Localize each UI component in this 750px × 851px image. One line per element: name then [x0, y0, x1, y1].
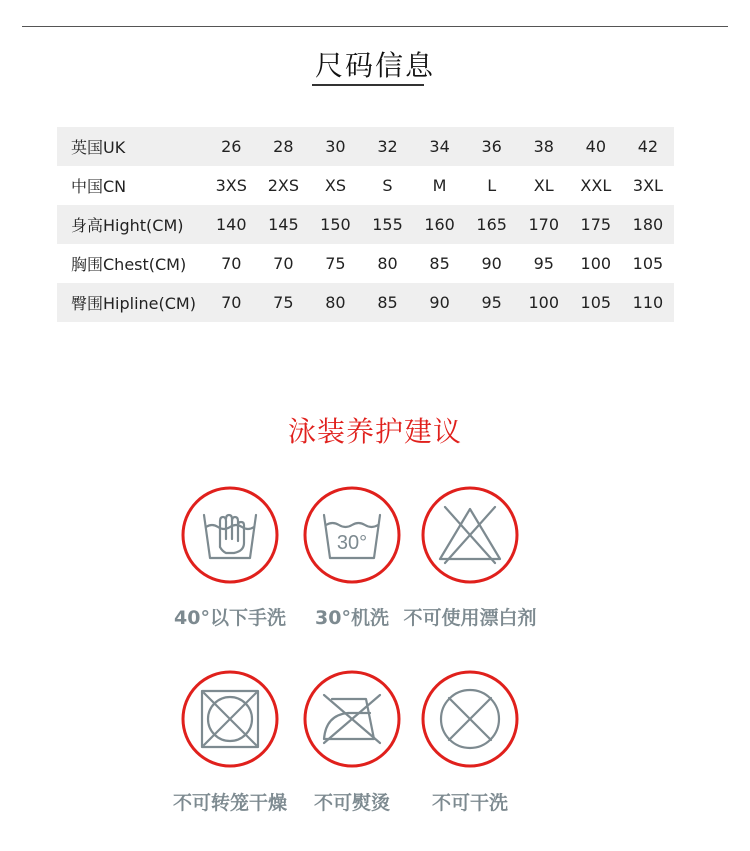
- size-cell: 32: [361, 127, 413, 166]
- size-cell: 100: [518, 283, 570, 322]
- no-tumble-dry-icon: [180, 669, 280, 769]
- size-cell: 28: [257, 127, 309, 166]
- size-row: [57, 166, 674, 205]
- size-cell: 150: [309, 205, 361, 244]
- size-row: [57, 283, 674, 322]
- size-cell: 165: [466, 205, 518, 244]
- size-row-label: 身高Hight(CM): [57, 205, 205, 244]
- size-cell: 3XS: [215, 176, 247, 195]
- size-cell: 3XL: [632, 176, 663, 195]
- caption-no-dry-clean: 不可干洗: [431, 792, 508, 814]
- top-divider: [22, 26, 728, 27]
- size-cell: 140: [205, 205, 257, 244]
- hand-wash-icon: [180, 485, 280, 585]
- size-row: [57, 244, 674, 283]
- size-cell: 42: [622, 127, 674, 166]
- size-cell: 70: [273, 254, 294, 273]
- size-cell: 105: [570, 283, 622, 322]
- care-title: 泳装养护建议: [287, 415, 462, 448]
- size-cell: 170: [518, 205, 570, 244]
- size-cell: XS: [324, 176, 346, 195]
- size-row-label: 臀围Hipline(CM): [57, 283, 205, 322]
- size-cell: 40: [570, 127, 622, 166]
- size-cell: 145: [257, 205, 309, 244]
- size-row-label: 英国UK: [57, 127, 205, 166]
- size-title-underline: [312, 84, 424, 86]
- size-cell: 70: [221, 254, 242, 273]
- size-cell: 85: [361, 283, 413, 322]
- size-cell: 75: [325, 254, 346, 273]
- size-cell: 90: [481, 254, 502, 273]
- size-cell: 34: [414, 127, 466, 166]
- size-cell: 95: [466, 283, 518, 322]
- size-cell: 30: [309, 127, 361, 166]
- caption-hand-wash: 40°以下手洗: [174, 607, 286, 629]
- size-table: [57, 127, 674, 322]
- size-cell: 180: [622, 205, 674, 244]
- size-cell: XXL: [580, 176, 612, 195]
- caption-no-bleach: 不可使用漂白剂: [403, 607, 537, 629]
- size-cell: S: [382, 176, 393, 195]
- caption-machine-wash: 30°机洗: [315, 607, 389, 629]
- size-cell: M: [432, 176, 447, 195]
- size-cell: 110: [622, 283, 674, 322]
- size-cell: 80: [309, 283, 361, 322]
- size-cell: 38: [518, 127, 570, 166]
- size-cell: 100: [580, 254, 612, 273]
- no-dry-clean-icon: [420, 669, 520, 769]
- size-cell: 26: [205, 127, 257, 166]
- size-cell: 75: [257, 283, 309, 322]
- machine-wash-temp: 30°: [336, 532, 368, 554]
- size-cell: 36: [466, 127, 518, 166]
- size-cell: 175: [570, 205, 622, 244]
- size-row-label: 中国CN: [71, 177, 127, 196]
- size-cell: 2XS: [267, 176, 299, 195]
- size-cell: 95: [533, 254, 554, 273]
- size-cell: 80: [377, 254, 398, 273]
- caption-no-iron: 不可熨烫: [313, 792, 390, 814]
- caption-no-tumble-dry: 不可转笼干燥: [172, 792, 287, 814]
- size-cell: L: [487, 176, 497, 195]
- no-iron-icon: [302, 669, 402, 769]
- size-cell: 155: [361, 205, 413, 244]
- size-cell: 70: [205, 283, 257, 322]
- size-cell: 85: [429, 254, 450, 273]
- size-info-title: 尺码信息: [314, 49, 435, 82]
- size-row: [57, 127, 674, 166]
- size-row-label: 胸围Chest(CM): [71, 255, 187, 274]
- no-bleach-icon: [420, 485, 520, 585]
- size-cell: 105: [632, 254, 664, 273]
- size-row: [57, 205, 674, 244]
- size-cell: 90: [414, 283, 466, 322]
- size-cell: 160: [414, 205, 466, 244]
- machine-wash-30-icon: [302, 485, 402, 585]
- size-cell: XL: [533, 176, 554, 195]
